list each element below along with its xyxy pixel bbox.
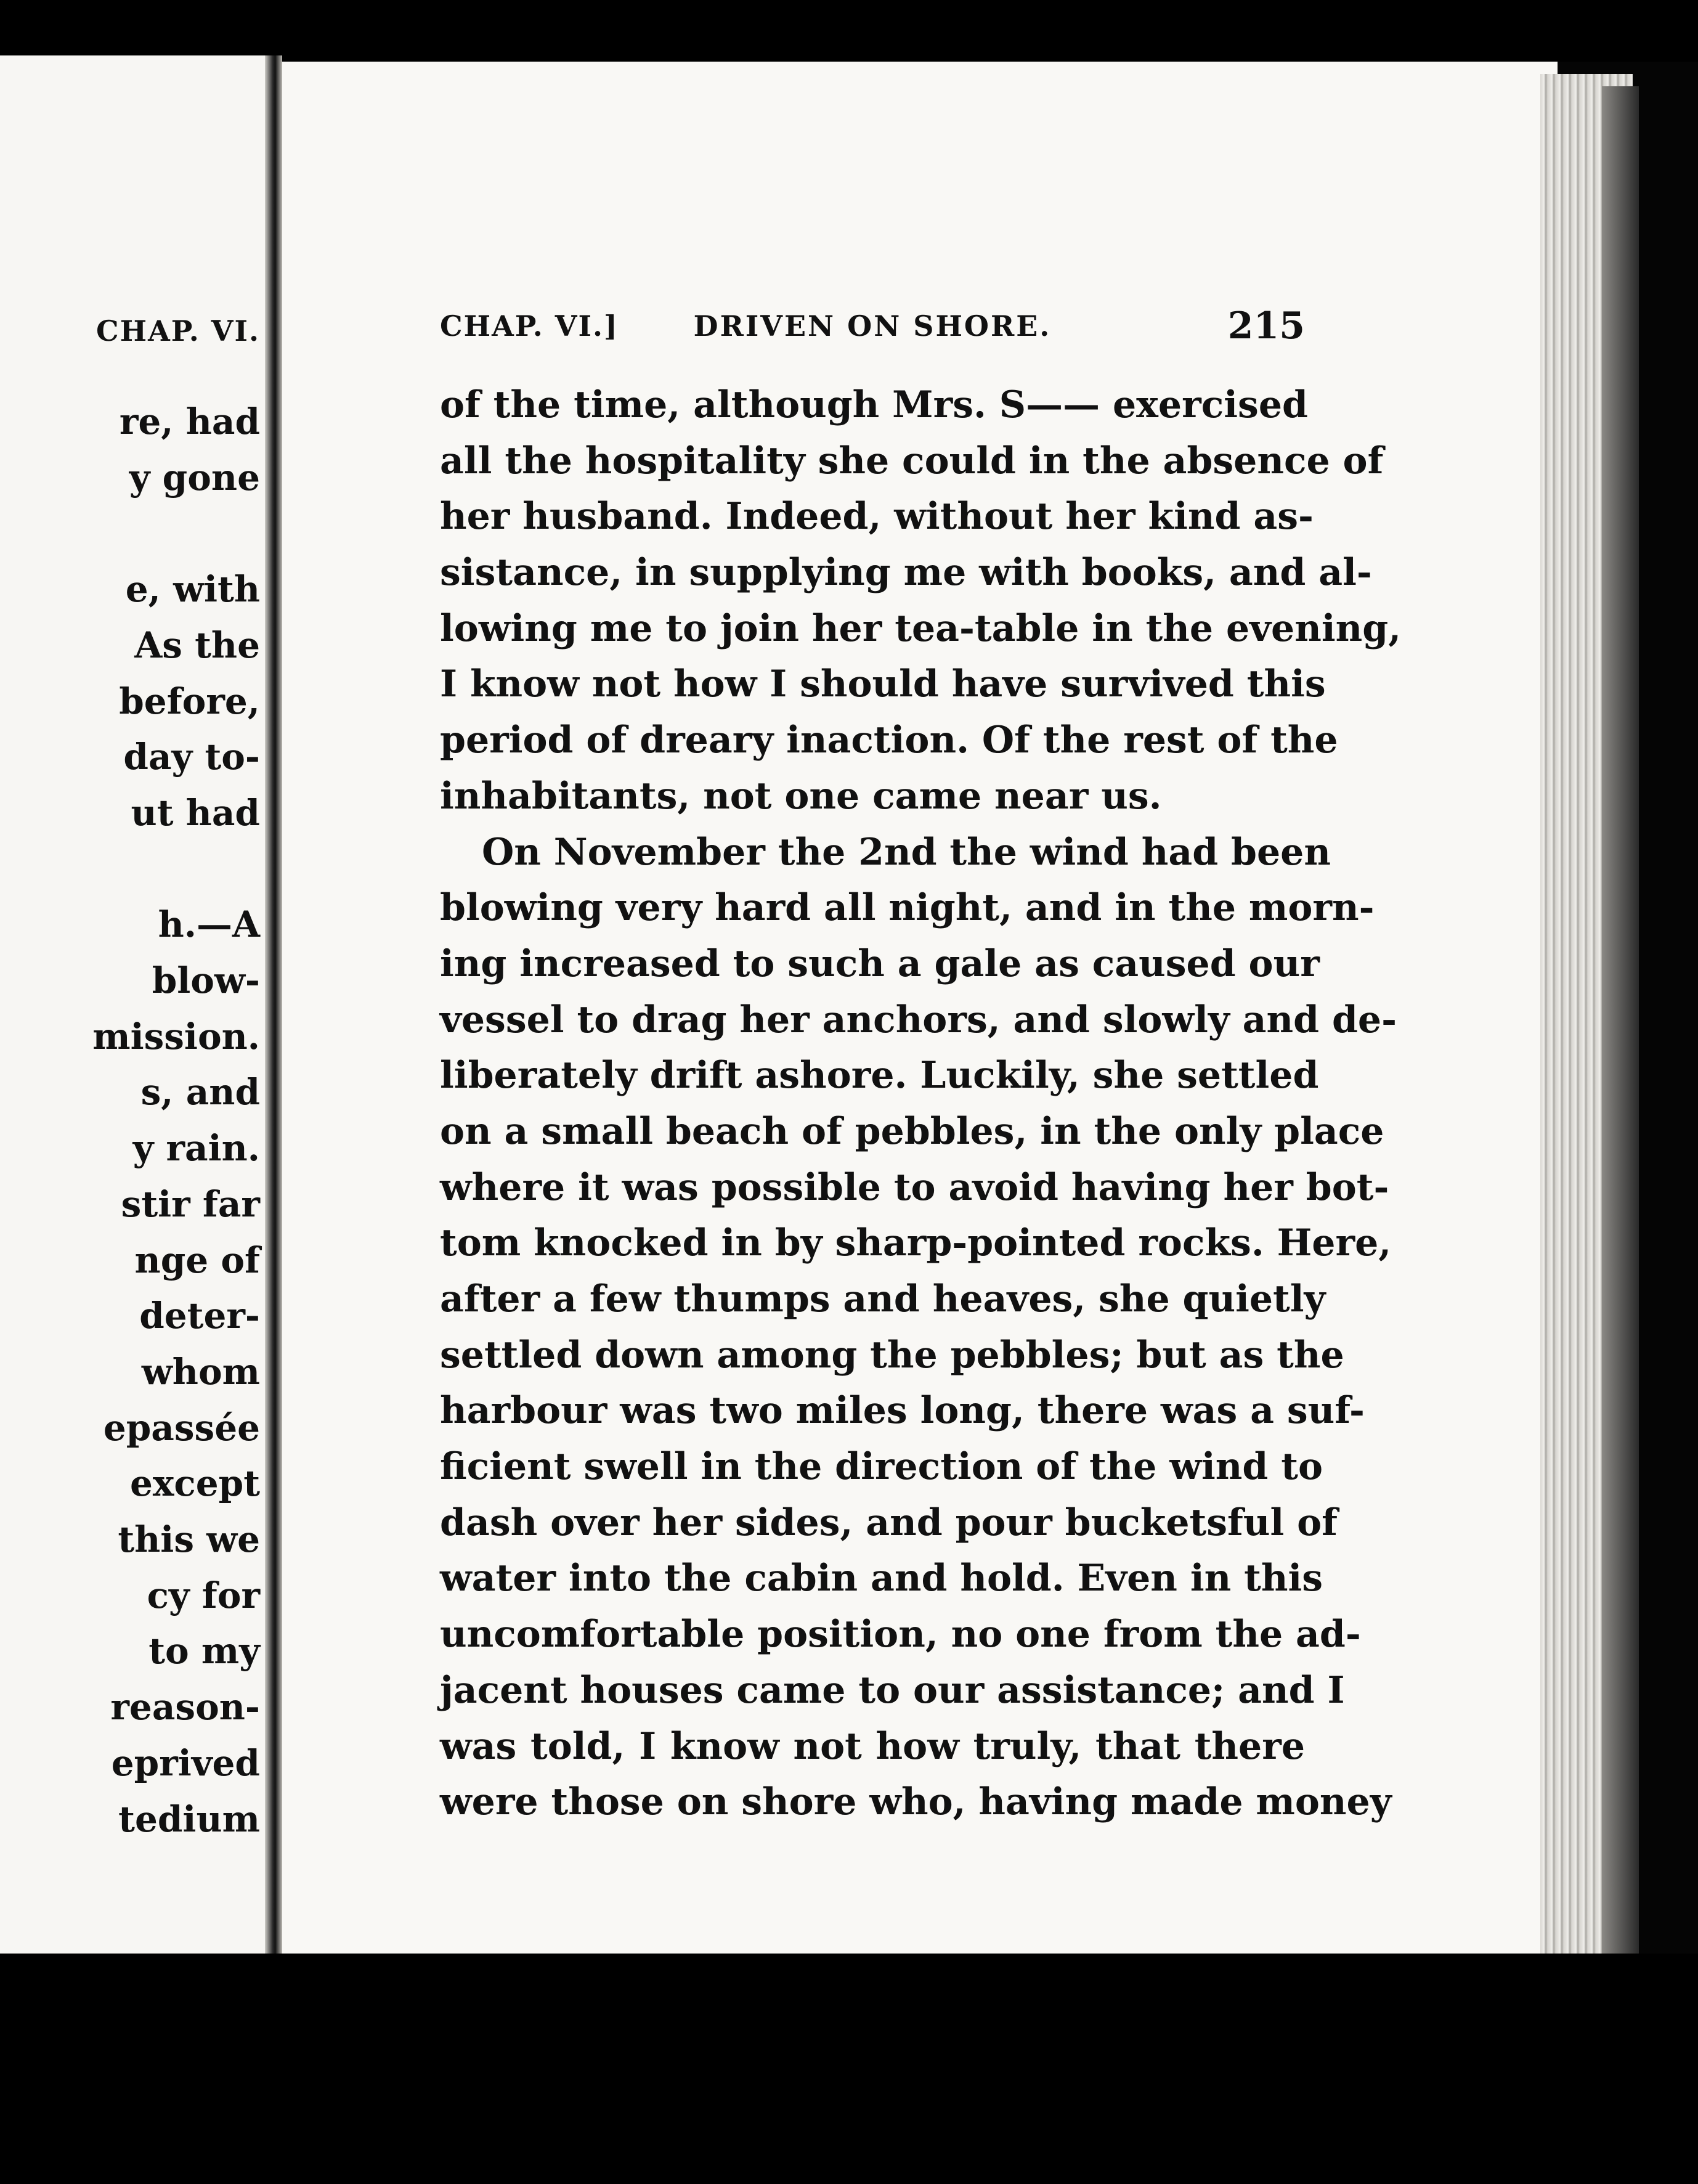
text-line: ficient swell in the direction of the wind to xyxy=(440,1445,1323,1489)
book-gutter xyxy=(265,55,282,1954)
previous-page-line: nge of xyxy=(134,1239,260,1281)
previous-page-line: y gone xyxy=(129,456,260,499)
text-line: where it was possible to avoid having her bot- xyxy=(440,1165,1389,1209)
text-line: ing increased to such a gale as caused our xyxy=(440,942,1320,985)
book-spine-shadow xyxy=(1602,86,1639,1954)
text-line: liberately drift ashore. Luckily, she settled xyxy=(440,1054,1319,1098)
previous-page-line: As the xyxy=(134,624,260,666)
running-head-chapter: CHAP. VI.] xyxy=(440,309,619,343)
previous-page-line: re, had xyxy=(119,401,260,442)
previous-page-line: epassée xyxy=(103,1406,260,1449)
previous-page-line: this we xyxy=(118,1518,260,1560)
body-text xyxy=(440,377,1402,1830)
text-line: period of dreary inaction. Of the rest of the xyxy=(440,719,1338,762)
scan-border-bottom xyxy=(0,1954,1698,2184)
previous-page-running-head: CHAP. VI. xyxy=(96,314,260,348)
page-header xyxy=(440,304,1305,348)
text-line: vessel to drag her anchors, and slowly and de- xyxy=(440,998,1397,1041)
text-line: jacent houses came to our assistance; and I xyxy=(440,1668,1345,1712)
paragraph xyxy=(440,377,1402,825)
page-number: 215 xyxy=(1227,304,1305,348)
previous-page-line: e, with xyxy=(125,568,260,611)
previous-page-line: reason- xyxy=(110,1686,260,1729)
scan-border-top xyxy=(0,0,1698,62)
text-line: dash over her sides, and pour bucketsful of xyxy=(440,1501,1338,1544)
previous-page-line: ut had xyxy=(131,791,260,834)
previous-page-line: whom xyxy=(141,1350,260,1393)
previous-page-line: blow- xyxy=(152,960,260,1001)
text-line: I know not how I should have survived this xyxy=(440,662,1326,706)
text-line: tom knocked in by sharp-pointed rocks. Here, xyxy=(440,1221,1392,1265)
previous-page-line: except xyxy=(129,1462,260,1505)
text-line: of the time, although Mrs. S—— exercised xyxy=(440,383,1308,426)
text-line: on a small beach of pebbles, in the only place xyxy=(440,1109,1384,1153)
text-line: lowing me to join her tea-table in the evening, xyxy=(440,606,1402,650)
previous-page-line: mission. xyxy=(92,1015,260,1057)
text-line: after a few thumps and heaves, she quietly xyxy=(440,1277,1326,1321)
previous-page-line: s, and xyxy=(140,1071,260,1114)
previous-page-line: cy for xyxy=(147,1574,260,1616)
text-line: water into the cabin and hold. Even in this xyxy=(440,1557,1323,1600)
previous-page-line: y rain. xyxy=(132,1127,260,1170)
previous-page-line: to my xyxy=(148,1630,260,1673)
text-line: settled down among the pebbles; but as the xyxy=(440,1333,1344,1377)
text-line: uncomfortable position, no one from the ad- xyxy=(440,1613,1361,1656)
previous-page-line: stir far xyxy=(121,1183,260,1225)
paragraph xyxy=(440,825,1397,1830)
text-line: blowing very hard all night, and in the morn- xyxy=(440,886,1375,930)
previous-page-line: day to- xyxy=(123,736,260,778)
text-line: On November the 2nd the wind had been xyxy=(482,830,1331,874)
previous-page-line: eprived xyxy=(111,1742,260,1784)
previous-page-line: h.—A xyxy=(158,903,260,946)
text-line: was told, I know not how truly, that there xyxy=(440,1724,1305,1768)
text-line: harbour was two miles long, there was a suf- xyxy=(440,1389,1365,1433)
running-title: DRIVEN ON SHORE. xyxy=(693,309,1052,343)
text-line: her husband. Indeed, without her kind as- xyxy=(440,495,1314,539)
previous-page-line: deter- xyxy=(139,1295,260,1337)
text-line: sistance, in supplying me with books, and al- xyxy=(440,551,1372,595)
text-line: inhabitants, not one came near us. xyxy=(440,774,1162,818)
previous-page-line: tedium xyxy=(118,1798,260,1840)
text-line: were those on shore who, having made money xyxy=(440,1780,1392,1824)
previous-page-fragment xyxy=(0,55,271,1954)
text-line: all the hospitality she could in the absence of xyxy=(440,439,1384,483)
previous-page-line: before, xyxy=(119,680,260,722)
